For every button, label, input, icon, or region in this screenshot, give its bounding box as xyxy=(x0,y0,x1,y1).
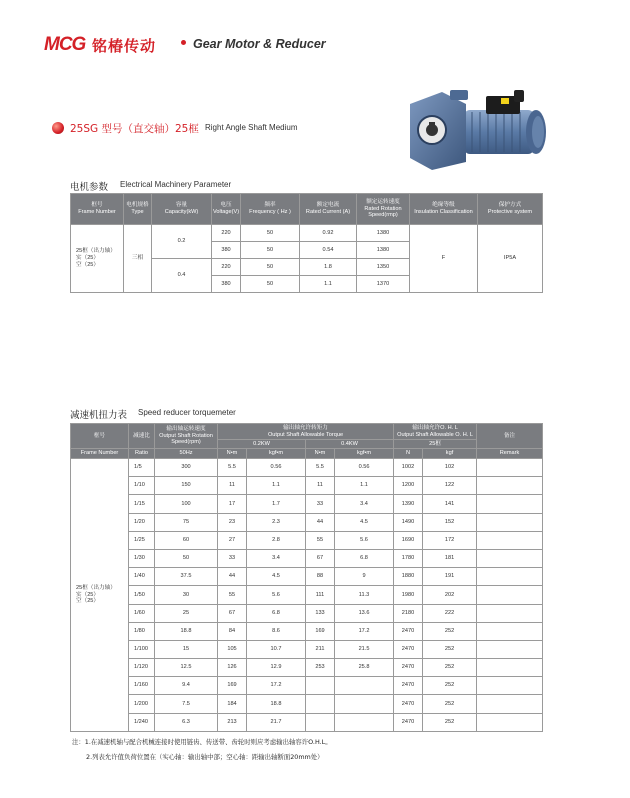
note-line-2: 2.列表允许值负荷位置在（实心轴：输出轴中部；空心轴：距输出轴断面20mm处） xyxy=(86,753,324,761)
torque-02-kgfm-cell: 5.6 xyxy=(247,586,306,604)
torque-04-nm-cell: 88 xyxy=(306,568,335,586)
table-row xyxy=(71,495,543,513)
header-frequency: 频率 Frequency ( Hz ) xyxy=(241,194,300,225)
unit-nm: N•m xyxy=(218,449,247,459)
torque-02-nm-cell: 84 xyxy=(218,622,247,640)
speed-cell: 75 xyxy=(155,513,218,531)
frequency-cell: 50 xyxy=(241,259,300,276)
ratio-cell: 1/240 xyxy=(129,713,155,731)
header-ratio: 减速比 xyxy=(129,424,155,449)
ohl-n-cell: 1490 xyxy=(394,513,423,531)
ohl-kgf-cell: 102 xyxy=(423,459,477,477)
current-cell: 0.54 xyxy=(300,242,357,259)
speed-cell: 37.5 xyxy=(155,568,218,586)
header-speed-hz: 50Hz xyxy=(155,449,218,459)
torque-04-kgfm-cell: 6.8 xyxy=(335,549,394,567)
torque-02-kgfm-cell: 17.2 xyxy=(247,677,306,695)
ohl-n-cell: 2470 xyxy=(394,677,423,695)
gear-motor-image xyxy=(402,84,552,174)
voltage-cell: 220 xyxy=(212,225,241,242)
remark-cell xyxy=(477,459,543,477)
header-rated-current: 额定电流 Rated Current (A) xyxy=(300,194,357,225)
motor-section-subtitle: Electrical Machinery Parameter xyxy=(120,180,232,189)
torque-04-kgfm-cell: 21.5 xyxy=(335,640,394,658)
torque-04-kgfm-cell: 1.1 xyxy=(335,477,394,495)
torque-02-nm-cell: 11 xyxy=(218,477,247,495)
torque-02-kgfm-cell: 12.9 xyxy=(247,659,306,677)
table-row xyxy=(71,695,543,713)
remark-cell xyxy=(477,495,543,513)
ohl-kgf-cell: 222 xyxy=(423,604,477,622)
torque-02-nm-cell: 105 xyxy=(218,640,247,658)
ohl-kgf-cell: 181 xyxy=(423,549,477,567)
remark-cell xyxy=(477,531,543,549)
remark-cell xyxy=(477,622,543,640)
torque-04-kgfm-cell: 3.4 xyxy=(335,495,394,513)
table-row xyxy=(71,513,543,531)
torque-04-kgfm-cell: 25.8 xyxy=(335,659,394,677)
torque-02-nm-cell: 33 xyxy=(218,549,247,567)
ohl-n-cell: 2470 xyxy=(394,640,423,658)
torque-02-kgfm-cell: 2.3 xyxy=(247,513,306,531)
torque-02-kgfm-cell: 4.5 xyxy=(247,568,306,586)
table-row xyxy=(71,677,543,695)
current-cell: 0.92 xyxy=(300,225,357,242)
ohl-kgf-cell: 141 xyxy=(423,495,477,513)
remark-cell xyxy=(477,513,543,531)
torque-02-kgfm-cell: 21.7 xyxy=(247,713,306,731)
ohl-kgf-cell: 252 xyxy=(423,713,477,731)
torque-02-nm-cell: 44 xyxy=(218,568,247,586)
torque-04-kgfm-cell: 4.5 xyxy=(335,513,394,531)
ohl-n-cell: 2180 xyxy=(394,604,423,622)
capacity-cell: 0.4 xyxy=(152,259,212,293)
torque-02-nm-cell: 27 xyxy=(218,531,247,549)
torque-02-kgfm-cell: 2.8 xyxy=(247,531,306,549)
table-row xyxy=(71,568,543,586)
frame-cell: 25框（出力轴） 实（25） 空（25） xyxy=(71,225,124,293)
torque-02-nm-cell: 126 xyxy=(218,659,247,677)
header-allowable-ohl: 输出轴允许O. H. L Output Shaft Allowable O. H. L xyxy=(394,424,477,440)
torque-02-kgfm-cell: 1.1 xyxy=(247,477,306,495)
speed-cell: 100 xyxy=(155,495,218,513)
ohl-kgf-cell: 252 xyxy=(423,659,477,677)
header-power-02: 0.2KW xyxy=(218,440,306,449)
torque-04-kgfm-cell: 11.3 xyxy=(335,586,394,604)
ohl-kgf-cell: 252 xyxy=(423,640,477,658)
current-cell: 1.1 xyxy=(300,276,357,293)
header-type: 电机规格 Type xyxy=(124,194,152,225)
torque-04-nm-cell xyxy=(306,695,335,713)
speed-cell: 1380 xyxy=(357,242,410,259)
current-cell: 1.8 xyxy=(300,259,357,276)
speed-cell: 1380 xyxy=(357,225,410,242)
ratio-cell: 1/30 xyxy=(129,549,155,567)
torque-04-kgfm-cell: 5.6 xyxy=(335,531,394,549)
torque-04-nm-cell: 111 xyxy=(306,586,335,604)
torque-02-nm-cell: 169 xyxy=(218,677,247,695)
ratio-cell: 1/10 xyxy=(129,477,155,495)
torque-04-nm-cell: 5.5 xyxy=(306,459,335,477)
table-row xyxy=(71,549,543,567)
remark-cell xyxy=(477,477,543,495)
speed-cell: 15 xyxy=(155,640,218,658)
voltage-cell: 380 xyxy=(212,276,241,293)
speed-cell: 1370 xyxy=(357,276,410,293)
ratio-cell: 1/160 xyxy=(129,677,155,695)
type-cell: 三相 xyxy=(124,225,152,293)
ratio-cell: 1/60 xyxy=(129,604,155,622)
remark-cell xyxy=(477,604,543,622)
torque-02-kgfm-cell: 10.7 xyxy=(247,640,306,658)
speed-cell: 25 xyxy=(155,604,218,622)
title-bullet-icon xyxy=(52,122,64,134)
table-row xyxy=(71,225,543,242)
ohl-n-cell: 2470 xyxy=(394,695,423,713)
ohl-kgf-cell: 202 xyxy=(423,586,477,604)
reducer-header-row-3 xyxy=(71,449,543,459)
header-protection: 保护方式 Protective system xyxy=(478,194,543,225)
unit-kgfm: kgf•m xyxy=(335,449,394,459)
ohl-n-cell: 1390 xyxy=(394,495,423,513)
speed-cell: 150 xyxy=(155,477,218,495)
table-row xyxy=(71,531,543,549)
ohl-n-cell: 1200 xyxy=(394,477,423,495)
header-frame-en: Frame Number xyxy=(71,449,129,459)
torque-02-nm-cell: 213 xyxy=(218,713,247,731)
table-row xyxy=(71,713,543,731)
header-frame: 框号 xyxy=(71,424,129,449)
frequency-cell: 50 xyxy=(241,225,300,242)
header-remark-en: Remark xyxy=(477,449,543,459)
torque-02-kgfm-cell: 18.8 xyxy=(247,695,306,713)
table-row xyxy=(71,477,543,495)
ohl-kgf-cell: 252 xyxy=(423,695,477,713)
header-ohl-frame: 25框 xyxy=(394,440,477,449)
insulation-cell: F xyxy=(410,225,478,293)
ohl-n-cell: 1002 xyxy=(394,459,423,477)
remark-cell xyxy=(477,640,543,658)
torque-04-kgfm-cell xyxy=(335,713,394,731)
unit-n: N xyxy=(394,449,423,459)
torque-04-nm-cell xyxy=(306,677,335,695)
ohl-n-cell: 2470 xyxy=(394,622,423,640)
torque-04-nm-cell: 133 xyxy=(306,604,335,622)
speed-cell: 1350 xyxy=(357,259,410,276)
header-capacity: 容量 Capacity(kW) xyxy=(152,194,212,225)
speed-cell: 300 xyxy=(155,459,218,477)
ratio-cell: 1/20 xyxy=(129,513,155,531)
unit-nm: N•m xyxy=(306,449,335,459)
ohl-kgf-cell: 152 xyxy=(423,513,477,531)
torque-02-nm-cell: 23 xyxy=(218,513,247,531)
ratio-cell: 1/80 xyxy=(129,622,155,640)
ratio-cell: 1/200 xyxy=(129,695,155,713)
ratio-cell: 1/25 xyxy=(129,531,155,549)
ohl-kgf-cell: 252 xyxy=(423,677,477,695)
torque-04-kgfm-cell: 13.6 xyxy=(335,604,394,622)
torque-02-kgfm-cell: 0.56 xyxy=(247,459,306,477)
remark-cell xyxy=(477,659,543,677)
speed-cell: 12.5 xyxy=(155,659,218,677)
table-row xyxy=(71,622,543,640)
ohl-n-cell: 1780 xyxy=(394,549,423,567)
model-subtitle: Right Angle Shaft Medium xyxy=(205,123,298,132)
table-row xyxy=(71,604,543,622)
remark-cell xyxy=(477,677,543,695)
header-rated-speed: 额定运转速度 Rated Rotation Speed(rmp) xyxy=(357,194,410,225)
voltage-cell: 220 xyxy=(212,259,241,276)
ratio-cell: 1/50 xyxy=(129,586,155,604)
reducer-header-row-1 xyxy=(71,424,543,440)
frequency-cell: 50 xyxy=(241,242,300,259)
torque-04-nm-cell: 169 xyxy=(306,622,335,640)
torque-04-kgfm-cell: 17.2 xyxy=(335,622,394,640)
torque-04-nm-cell: 33 xyxy=(306,495,335,513)
model-title: 25SG 型号（直交轴）25框 xyxy=(70,123,199,135)
ohl-kgf-cell: 172 xyxy=(423,531,477,549)
header-power-04: 0.4KW xyxy=(306,440,394,449)
ratio-cell: 1/15 xyxy=(129,495,155,513)
ratio-cell: 1/100 xyxy=(129,640,155,658)
capacity-cell: 0.2 xyxy=(152,225,212,259)
ohl-n-cell: 2470 xyxy=(394,713,423,731)
torque-04-nm-cell: 44 xyxy=(306,513,335,531)
torque-04-kgfm-cell xyxy=(335,677,394,695)
table-row xyxy=(71,586,543,604)
torque-02-kgfm-cell: 1.7 xyxy=(247,495,306,513)
unit-kgf: kgf xyxy=(423,449,477,459)
reducer-section-title: 减速机扭力表 xyxy=(70,410,128,421)
motor-parameter-table xyxy=(70,193,543,293)
reducer-section-subtitle: Speed reducer torquemeter xyxy=(138,408,236,417)
torque-02-nm-cell: 5.5 xyxy=(218,459,247,477)
ratio-cell: 1/5 xyxy=(129,459,155,477)
torque-02-nm-cell: 67 xyxy=(218,604,247,622)
speed-cell: 9.4 xyxy=(155,677,218,695)
header-remark: 备注 xyxy=(477,424,543,449)
speed-cell: 60 xyxy=(155,531,218,549)
speed-cell: 6.3 xyxy=(155,713,218,731)
torque-04-kgfm-cell: 9 xyxy=(335,568,394,586)
motor-table-header-row xyxy=(71,194,543,225)
ratio-cell: 1/40 xyxy=(129,568,155,586)
table-row xyxy=(71,640,543,658)
voltage-cell: 380 xyxy=(212,242,241,259)
ohl-kgf-cell: 122 xyxy=(423,477,477,495)
reducer-torque-table xyxy=(70,423,543,732)
table-row xyxy=(71,659,543,677)
frequency-cell: 50 xyxy=(241,276,300,293)
speed-cell: 50 xyxy=(155,549,218,567)
ohl-kgf-cell: 191 xyxy=(423,568,477,586)
torque-04-nm-cell xyxy=(306,713,335,731)
header-output-speed: 输出轴运转速度 Output Shaft Rotation Speed(rpm) xyxy=(155,424,218,449)
speed-cell: 18.8 xyxy=(155,622,218,640)
torque-04-nm-cell: 11 xyxy=(306,477,335,495)
ohl-n-cell: 1880 xyxy=(394,568,423,586)
torque-02-kgfm-cell: 8.6 xyxy=(247,622,306,640)
ohl-n-cell: 2470 xyxy=(394,659,423,677)
brand-name-cn: 铭椿传动 xyxy=(92,37,157,55)
remark-cell xyxy=(477,568,543,586)
speed-cell: 30 xyxy=(155,586,218,604)
torque-04-nm-cell: 67 xyxy=(306,549,335,567)
header-ratio-en: Ratio xyxy=(129,449,155,459)
frame-cell: 25框（出力轴） 实（25） 空（25） xyxy=(71,459,129,732)
ohl-n-cell: 1690 xyxy=(394,531,423,549)
ratio-cell: 1/120 xyxy=(129,659,155,677)
motor-section-title: 电机参数 xyxy=(70,182,109,193)
table-row xyxy=(71,459,543,477)
header-tagline: Gear Motor & Reducer xyxy=(193,37,326,51)
brand-logo: MCG xyxy=(44,34,86,55)
torque-04-kgfm-cell: 0.56 xyxy=(335,459,394,477)
note-line-1: 注：1.在减速机轴与配合机械连接时使用链齿、传送带、齿轮时则应考虑输出轴容许O.H.L。 xyxy=(72,738,332,746)
torque-02-nm-cell: 55 xyxy=(218,586,247,604)
header-voltage: 电压 Voltage(V) xyxy=(212,194,241,225)
torque-02-nm-cell: 184 xyxy=(218,695,247,713)
torque-02-kgfm-cell: 6.8 xyxy=(247,604,306,622)
header-bullet xyxy=(181,40,186,45)
protection-cell: IP5A xyxy=(478,225,543,293)
speed-cell: 7.5 xyxy=(155,695,218,713)
header-allowable-torque: 输出轴允许转矩力 Output Shaft Allowable Torque xyxy=(218,424,394,440)
unit-kgfm: kgf•m xyxy=(247,449,306,459)
ohl-n-cell: 1980 xyxy=(394,586,423,604)
torque-04-nm-cell: 253 xyxy=(306,659,335,677)
header-frame: 框号 Frame Number xyxy=(71,194,124,225)
remark-cell xyxy=(477,695,543,713)
torque-04-nm-cell: 55 xyxy=(306,531,335,549)
torque-02-kgfm-cell: 3.4 xyxy=(247,549,306,567)
remark-cell xyxy=(477,549,543,567)
remark-cell xyxy=(477,713,543,731)
torque-04-nm-cell: 211 xyxy=(306,640,335,658)
remark-cell xyxy=(477,586,543,604)
torque-02-nm-cell: 17 xyxy=(218,495,247,513)
torque-04-kgfm-cell xyxy=(335,695,394,713)
header-insulation: 绝缘等级 Insulation Classification xyxy=(410,194,478,225)
ohl-kgf-cell: 252 xyxy=(423,622,477,640)
